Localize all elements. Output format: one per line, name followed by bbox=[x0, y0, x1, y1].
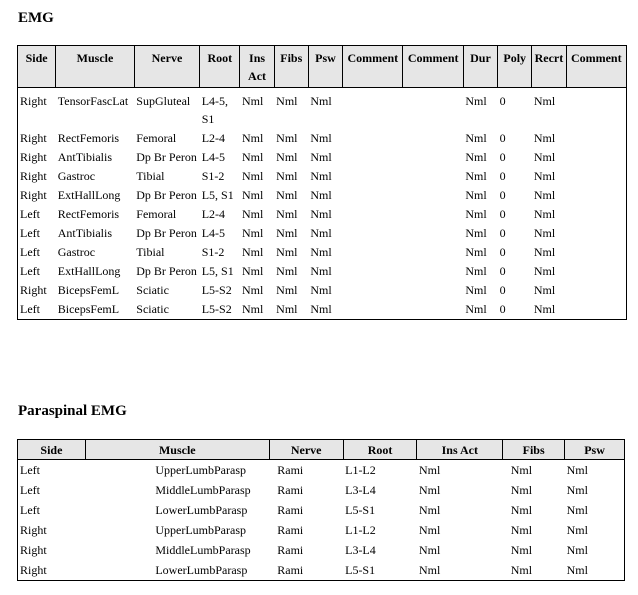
emg-cell-side: Left bbox=[20, 226, 40, 240]
emg-cell-fibs: Nml bbox=[276, 226, 298, 240]
emg-cell-recrt: Nml bbox=[533, 150, 556, 164]
emg-cell-ins-act: Nml bbox=[241, 150, 264, 164]
emg-cell-comment bbox=[343, 223, 403, 242]
emg-cell-psw: Nml bbox=[310, 188, 332, 202]
emg-cell-root: L4-5 bbox=[201, 150, 226, 164]
emg-cell-comment bbox=[566, 223, 626, 242]
emg-cell-comment bbox=[343, 128, 403, 147]
paraspinal-header-ins-act: Ins Act bbox=[417, 440, 503, 460]
emg-cell-dur: Nml bbox=[465, 150, 487, 164]
emg-cell-nerve: Sciatic bbox=[136, 283, 169, 297]
table-row bbox=[18, 460, 625, 481]
emg-cell-recrt: Nml bbox=[533, 207, 556, 221]
paraspinal-cell-nerve: Rami bbox=[277, 463, 304, 477]
emg-cell-nerve: Tibial bbox=[136, 169, 165, 183]
table-row bbox=[18, 88, 627, 129]
table-row bbox=[18, 223, 627, 242]
emg-cell-comment bbox=[566, 147, 626, 166]
paraspinal-cell-psw: Nml bbox=[566, 503, 588, 517]
paraspinal-cell-ins-act: Nml bbox=[418, 543, 441, 557]
emg-header-row bbox=[18, 46, 627, 88]
emg-cell-dur: Nml bbox=[465, 302, 487, 316]
emg-cell-root: L2-4 bbox=[201, 131, 226, 145]
emg-cell-comment bbox=[343, 261, 403, 280]
emg-cell-nerve: Dp Br Peron bbox=[136, 188, 197, 202]
emg-cell-psw: Nml bbox=[310, 226, 332, 240]
paraspinal-header-nerve: Nerve bbox=[269, 440, 343, 460]
emg-cell-nerve: SupGluteal bbox=[136, 94, 191, 108]
paraspinal-cell-nerve: Rami bbox=[277, 483, 304, 497]
emg-header-ins-act: Ins Act bbox=[240, 46, 274, 88]
emg-cell-poly: 0 bbox=[499, 207, 506, 221]
emg-cell-comment bbox=[403, 166, 463, 185]
paraspinal-cell-root: L1-L2 bbox=[345, 463, 376, 477]
emg-cell-ins-act: Nml bbox=[241, 264, 264, 278]
emg-cell-dur: Nml bbox=[465, 94, 487, 108]
table-row bbox=[18, 261, 627, 280]
emg-header-side: Side bbox=[18, 46, 56, 88]
paraspinal-cell-side: Right bbox=[20, 523, 47, 537]
paraspinal-cell-ins-act: Nml bbox=[418, 503, 441, 517]
paraspinal-cell-ins-act: Nml bbox=[418, 463, 441, 477]
emg-cell-nerve: Tibial bbox=[136, 245, 165, 259]
emg-cell-root: L5-S2 bbox=[201, 302, 232, 316]
emg-cell-psw: Nml bbox=[310, 283, 332, 297]
emg-cell-poly: 0 bbox=[499, 226, 506, 240]
emg-cell-fibs: Nml bbox=[276, 245, 298, 259]
emg-cell-comment bbox=[343, 147, 403, 166]
emg-cell-comment bbox=[343, 88, 403, 129]
emg-cell-nerve: Dp Br Peron bbox=[136, 264, 197, 278]
emg-cell-root: S1-2 bbox=[201, 245, 225, 259]
emg-cell-comment bbox=[403, 204, 463, 223]
emg-cell-muscle: BicepsFemL bbox=[57, 283, 120, 297]
table-row bbox=[18, 520, 625, 540]
emg-cell-muscle: BicepsFemL bbox=[57, 302, 120, 316]
emg-cell-fibs: Nml bbox=[276, 94, 298, 108]
emg-cell-dur: Nml bbox=[465, 188, 487, 202]
emg-cell-comment bbox=[566, 204, 626, 223]
emg-cell-dur: Nml bbox=[465, 283, 487, 297]
emg-cell-root: L5-S2 bbox=[201, 283, 232, 297]
emg-cell-muscle: Gastroc bbox=[57, 245, 96, 259]
emg-cell-dur: Nml bbox=[465, 169, 487, 183]
table-row bbox=[18, 500, 625, 520]
emg-cell-poly: 0 bbox=[499, 245, 506, 259]
emg-cell-comment bbox=[566, 242, 626, 261]
paraspinal-cell-root: L3-L4 bbox=[345, 483, 376, 497]
emg-cell-root: L5, S1 bbox=[201, 264, 234, 278]
emg-cell-recrt: Nml bbox=[533, 245, 556, 259]
emg-header-poly: Poly bbox=[498, 46, 532, 88]
emg-cell-comment bbox=[343, 280, 403, 299]
paraspinal-cell-fibs: Nml bbox=[510, 483, 533, 497]
emg-section-title: EMG bbox=[18, 10, 54, 26]
emg-cell-psw: Nml bbox=[310, 131, 332, 145]
emg-cell-recrt: Nml bbox=[533, 226, 556, 240]
emg-cell-recrt: Nml bbox=[533, 94, 556, 108]
emg-cell-recrt: Nml bbox=[533, 283, 556, 297]
emg-cell-fibs: Nml bbox=[276, 264, 298, 278]
emg-cell-comment bbox=[403, 128, 463, 147]
emg-cell-ins-act: Nml bbox=[241, 283, 264, 297]
emg-cell-root: L2-4 bbox=[201, 207, 226, 221]
emg-header-recrt: Recrt bbox=[532, 46, 566, 88]
emg-cell-comment bbox=[566, 166, 626, 185]
emg-cell-psw: Nml bbox=[310, 302, 332, 316]
paraspinal-cell-muscle: LowerLumbParasp bbox=[155, 503, 248, 517]
emg-cell-root: L4-5, S1 bbox=[201, 94, 229, 126]
emg-cell-root: L4-5 bbox=[201, 226, 226, 240]
emg-cell-ins-act: Nml bbox=[241, 169, 264, 183]
paraspinal-header-side: Side bbox=[18, 440, 86, 460]
emg-cell-nerve: Femoral bbox=[136, 131, 177, 145]
emg-header-dur: Dur bbox=[463, 46, 497, 88]
emg-cell-poly: 0 bbox=[499, 188, 506, 202]
emg-cell-nerve: Dp Br Peron bbox=[136, 150, 197, 164]
emg-cell-comment bbox=[566, 88, 626, 129]
table-row bbox=[18, 166, 627, 185]
paraspinal-cell-side: Right bbox=[20, 563, 47, 577]
emg-cell-side: Right bbox=[20, 283, 47, 297]
emg-cell-ins-act: Nml bbox=[241, 207, 264, 221]
emg-cell-comment bbox=[566, 299, 626, 320]
paraspinal-cell-root: L1-L2 bbox=[345, 523, 376, 537]
emg-cell-psw: Nml bbox=[310, 207, 332, 221]
emg-cell-nerve: Femoral bbox=[136, 207, 177, 221]
emg-cell-poly: 0 bbox=[499, 169, 506, 183]
paraspinal-cell-nerve: Rami bbox=[277, 503, 304, 517]
emg-cell-ins-act: Nml bbox=[241, 188, 264, 202]
emg-cell-side: Left bbox=[20, 302, 40, 316]
paraspinal-cell-side: Left bbox=[20, 463, 40, 477]
paraspinal-cell-psw: Nml bbox=[566, 523, 588, 537]
emg-cell-muscle: RectFemoris bbox=[57, 207, 120, 221]
paraspinal-cell-root: L5-S1 bbox=[345, 503, 376, 517]
emg-cell-dur: Nml bbox=[465, 226, 487, 240]
emg-cell-comment bbox=[566, 185, 626, 204]
table-row bbox=[18, 480, 625, 500]
paraspinal-cell-muscle: LowerLumbParasp bbox=[155, 563, 248, 577]
emg-cell-psw: Nml bbox=[310, 94, 332, 108]
paraspinal-header-fibs: Fibs bbox=[503, 440, 565, 460]
emg-cell-side: Left bbox=[20, 207, 40, 221]
emg-cell-comment bbox=[343, 299, 403, 320]
emg-header-psw: Psw bbox=[308, 46, 342, 88]
emg-cell-comment bbox=[403, 261, 463, 280]
paraspinal-header-row bbox=[18, 440, 625, 460]
paraspinal-table bbox=[17, 439, 625, 581]
emg-cell-comment bbox=[403, 88, 463, 129]
table-row bbox=[18, 185, 627, 204]
paraspinal-cell-fibs: Nml bbox=[510, 503, 533, 517]
emg-cell-dur: Nml bbox=[465, 264, 487, 278]
emg-cell-side: Right bbox=[20, 188, 47, 202]
paraspinal-cell-ins-act: Nml bbox=[418, 483, 441, 497]
emg-cell-fibs: Nml bbox=[276, 302, 298, 316]
emg-cell-nerve: Dp Br Peron bbox=[136, 226, 197, 240]
emg-table bbox=[17, 45, 627, 320]
emg-cell-fibs: Nml bbox=[276, 207, 298, 221]
paraspinal-cell-side: Right bbox=[20, 543, 47, 557]
paraspinal-header-psw: Psw bbox=[565, 440, 625, 460]
emg-cell-recrt: Nml bbox=[533, 188, 556, 202]
emg-cell-poly: 0 bbox=[499, 302, 506, 316]
emg-cell-comment bbox=[403, 223, 463, 242]
emg-cell-muscle: ExtHallLong bbox=[57, 188, 121, 202]
emg-cell-fibs: Nml bbox=[276, 150, 298, 164]
emg-header-muscle: Muscle bbox=[56, 46, 135, 88]
emg-header-nerve: Nerve bbox=[134, 46, 199, 88]
emg-cell-muscle: ExtHallLong bbox=[57, 264, 121, 278]
table-row bbox=[18, 299, 627, 320]
emg-cell-comment bbox=[566, 261, 626, 280]
emg-cell-side: Right bbox=[20, 150, 47, 164]
paraspinal-cell-root: L3-L4 bbox=[345, 543, 376, 557]
emg-cell-comment bbox=[566, 280, 626, 299]
emg-cell-muscle: AntTibialis bbox=[57, 150, 112, 164]
paraspinal-cell-fibs: Nml bbox=[510, 523, 533, 537]
paraspinal-cell-muscle: MiddleLumbParasp bbox=[155, 483, 251, 497]
table-row bbox=[18, 147, 627, 166]
paraspinal-cell-side: Left bbox=[20, 483, 40, 497]
emg-header-comment-8: Comment bbox=[403, 46, 463, 88]
paraspinal-cell-ins-act: Nml bbox=[418, 563, 441, 577]
paraspinal-cell-nerve: Rami bbox=[277, 563, 304, 577]
paraspinal-cell-psw: Nml bbox=[566, 563, 588, 577]
paraspinal-cell-psw: Nml bbox=[566, 543, 588, 557]
emg-cell-dur: Nml bbox=[465, 207, 487, 221]
emg-cell-comment bbox=[343, 166, 403, 185]
emg-cell-comment bbox=[343, 204, 403, 223]
emg-header-comment-12: Comment bbox=[566, 46, 626, 88]
emg-cell-comment bbox=[403, 147, 463, 166]
paraspinal-cell-muscle: UpperLumbParasp bbox=[155, 523, 246, 537]
emg-cell-ins-act: Nml bbox=[241, 131, 264, 145]
emg-cell-fibs: Nml bbox=[276, 188, 298, 202]
emg-cell-poly: 0 bbox=[499, 94, 506, 108]
paraspinal-cell-fibs: Nml bbox=[510, 543, 533, 557]
emg-cell-comment bbox=[403, 242, 463, 261]
paraspinal-cell-nerve: Rami bbox=[277, 523, 304, 537]
table-row bbox=[18, 540, 625, 560]
emg-cell-comment bbox=[566, 128, 626, 147]
paraspinal-cell-fibs: Nml bbox=[510, 463, 533, 477]
paraspinal-header-muscle: Muscle bbox=[85, 440, 269, 460]
emg-cell-psw: Nml bbox=[310, 245, 332, 259]
emg-cell-fibs: Nml bbox=[276, 169, 298, 183]
emg-cell-comment bbox=[343, 242, 403, 261]
paraspinal-cell-side: Left bbox=[20, 503, 40, 517]
emg-cell-poly: 0 bbox=[499, 150, 506, 164]
emg-cell-comment bbox=[343, 185, 403, 204]
paraspinal-cell-root: L5-S1 bbox=[345, 563, 376, 577]
emg-cell-comment bbox=[403, 299, 463, 320]
emg-cell-muscle: AntTibialis bbox=[57, 226, 112, 240]
emg-cell-psw: Nml bbox=[310, 150, 332, 164]
emg-cell-ins-act: Nml bbox=[241, 245, 264, 259]
emg-cell-ins-act: Nml bbox=[241, 302, 264, 316]
emg-header-fibs: Fibs bbox=[274, 46, 308, 88]
paraspinal-cell-ins-act: Nml bbox=[418, 523, 441, 537]
paraspinal-section-title: Paraspinal EMG bbox=[18, 403, 127, 419]
emg-cell-psw: Nml bbox=[310, 264, 332, 278]
emg-cell-muscle: Gastroc bbox=[57, 169, 96, 183]
paraspinal-header-root: Root bbox=[343, 440, 417, 460]
emg-cell-muscle: RectFemoris bbox=[57, 131, 120, 145]
emg-cell-side: Right bbox=[20, 169, 47, 183]
emg-cell-root: S1-2 bbox=[201, 169, 225, 183]
emg-cell-poly: 0 bbox=[499, 264, 506, 278]
emg-cell-dur: Nml bbox=[465, 245, 487, 259]
table-row bbox=[18, 242, 627, 261]
paraspinal-cell-muscle: UpperLumbParasp bbox=[155, 463, 246, 477]
emg-cell-fibs: Nml bbox=[276, 283, 298, 297]
paraspinal-cell-psw: Nml bbox=[566, 463, 588, 477]
emg-cell-recrt: Nml bbox=[533, 264, 556, 278]
emg-cell-recrt: Nml bbox=[533, 131, 556, 145]
emg-cell-side: Left bbox=[20, 245, 40, 259]
emg-cell-side: Right bbox=[20, 94, 47, 108]
table-row bbox=[18, 128, 627, 147]
emg-cell-poly: 0 bbox=[499, 283, 506, 297]
emg-cell-fibs: Nml bbox=[276, 131, 298, 145]
emg-cell-ins-act: Nml bbox=[241, 226, 264, 240]
emg-cell-side: Left bbox=[20, 264, 40, 278]
table-row bbox=[18, 560, 625, 581]
emg-cell-side: Right bbox=[20, 131, 47, 145]
emg-header-root: Root bbox=[200, 46, 240, 88]
paraspinal-cell-fibs: Nml bbox=[510, 563, 533, 577]
table-row bbox=[18, 204, 627, 223]
emg-cell-comment bbox=[403, 185, 463, 204]
paraspinal-cell-psw: Nml bbox=[566, 483, 588, 497]
emg-cell-recrt: Nml bbox=[533, 169, 556, 183]
emg-cell-dur: Nml bbox=[465, 131, 487, 145]
emg-cell-recrt: Nml bbox=[533, 302, 556, 316]
emg-cell-poly: 0 bbox=[499, 131, 506, 145]
emg-header-comment-7: Comment bbox=[343, 46, 403, 88]
emg-cell-muscle: TensorFascLat bbox=[57, 94, 129, 108]
emg-cell-root: L5, S1 bbox=[201, 188, 234, 202]
emg-cell-psw: Nml bbox=[310, 169, 332, 183]
paraspinal-cell-nerve: Rami bbox=[277, 543, 304, 557]
emg-cell-ins-act: Nml bbox=[241, 94, 264, 108]
emg-cell-comment bbox=[403, 280, 463, 299]
paraspinal-cell-muscle: MiddleLumbParasp bbox=[155, 543, 251, 557]
emg-cell-nerve: Sciatic bbox=[136, 302, 169, 316]
table-row bbox=[18, 280, 627, 299]
